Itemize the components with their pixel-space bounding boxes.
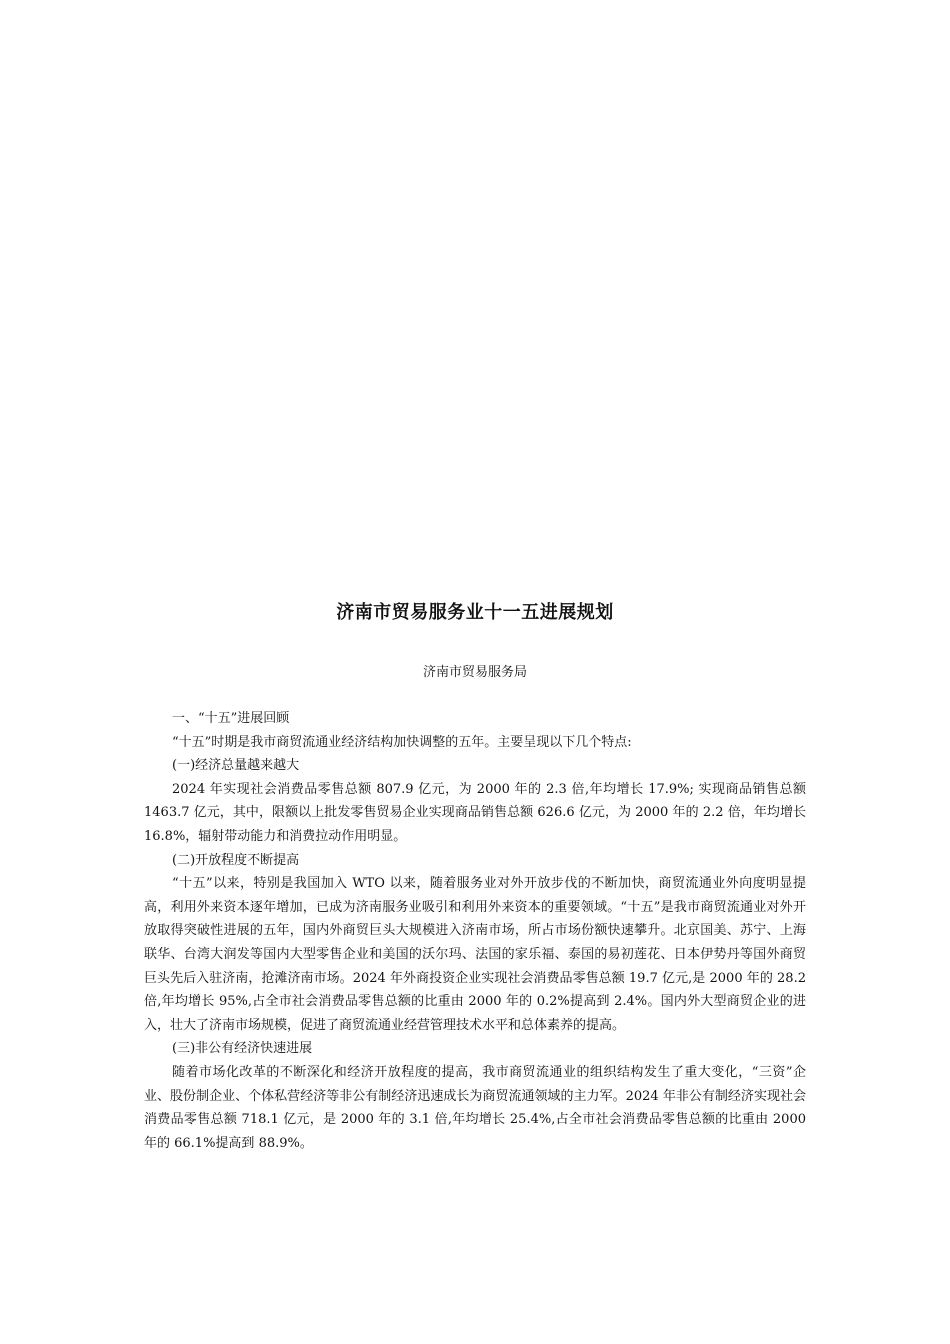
subsection-heading-1: (一)经济总量越来越大 (172, 758, 300, 774)
subsection-heading-2: (二)开放程度不断提高 (172, 852, 300, 868)
paragraph-intro: “十五”时期是我市商贸流通业经济结构加快调整的五年。主要呈现以下几个特点: (172, 734, 632, 750)
subsection-heading-3: (三)非公有经济快速进展 (172, 1041, 313, 1057)
paragraph-non-public-economy: 随着市场化改革的不断深化和经济开放程度的提高，我市商贸流通业的组织结构发生了重大变化，“三资”企业、股份制企业、个体私营经济等非公有制经济迅速成长为商贸流通领域的主力军。2024 年非公有制经济实现社会消费品零售总额 718.1 亿元，是 2000 年的 3.1 倍,年均增长 25.4%,占全市社会消费品零售总额的比重由 2000 年的 66.1%提高到 88.9%。 (144, 1064, 806, 1151)
document-title: 济南市贸易服务业十一五进展规划 (336, 602, 614, 623)
document-author: 济南市贸易服务局 (422, 665, 527, 680)
section-heading-review: 一、“十五”进展回顾 (172, 711, 290, 726)
paragraph-economy-total: 2024 年实现社会消费品零售总额 807.9 亿元，为 2000 年的 2.3 倍,年均增长 17.9%; 实现商品销售总额 1463.7 亿元，其中，限额以上批发零售贸易企业实现商品销售总额 626.6 亿元，为 2000 年的 2.2 倍，年均增长 16.8%，辐射带动能力和消费拉动作用明显。 (144, 781, 806, 844)
document-body (144, 707, 806, 1155)
paragraph-openness: “十五”以来，特别是我国加入 WTO 以来，随着服务业对外开放步伐的不断加快，商贸流通业外向度明显提高，利用外来资本逐年增加，已成为济南服务业吸引和利用外来资本的重要领域。“十五”是我市商贸流通业对外开放取得突破性进展的五年，国内外商贸巨头大规模进入济南市场，所占市场份额快速攀升。北京国美、苏宁、上海联华、台湾大润发等国内大型零售企业和美国的沃尔玛、法国的家乐福、泰国的易初莲花、日本伊势丹等国外商贸巨头先后入驻济南，抢滩济南市场。2024 年外商投资企业实现社会消费品零售总额 19.7 亿元,是 2000 年的 28.2 倍,年均增长 95%,占全市社会消费品零售总额的比重由 2000 年的 0.2%提高到 2.4%。国内外大型商贸企业的进入，壮大了济南市场规模，促进了商贸流通业经营管理技术水平和总体素养的提高。 (144, 876, 806, 1033)
